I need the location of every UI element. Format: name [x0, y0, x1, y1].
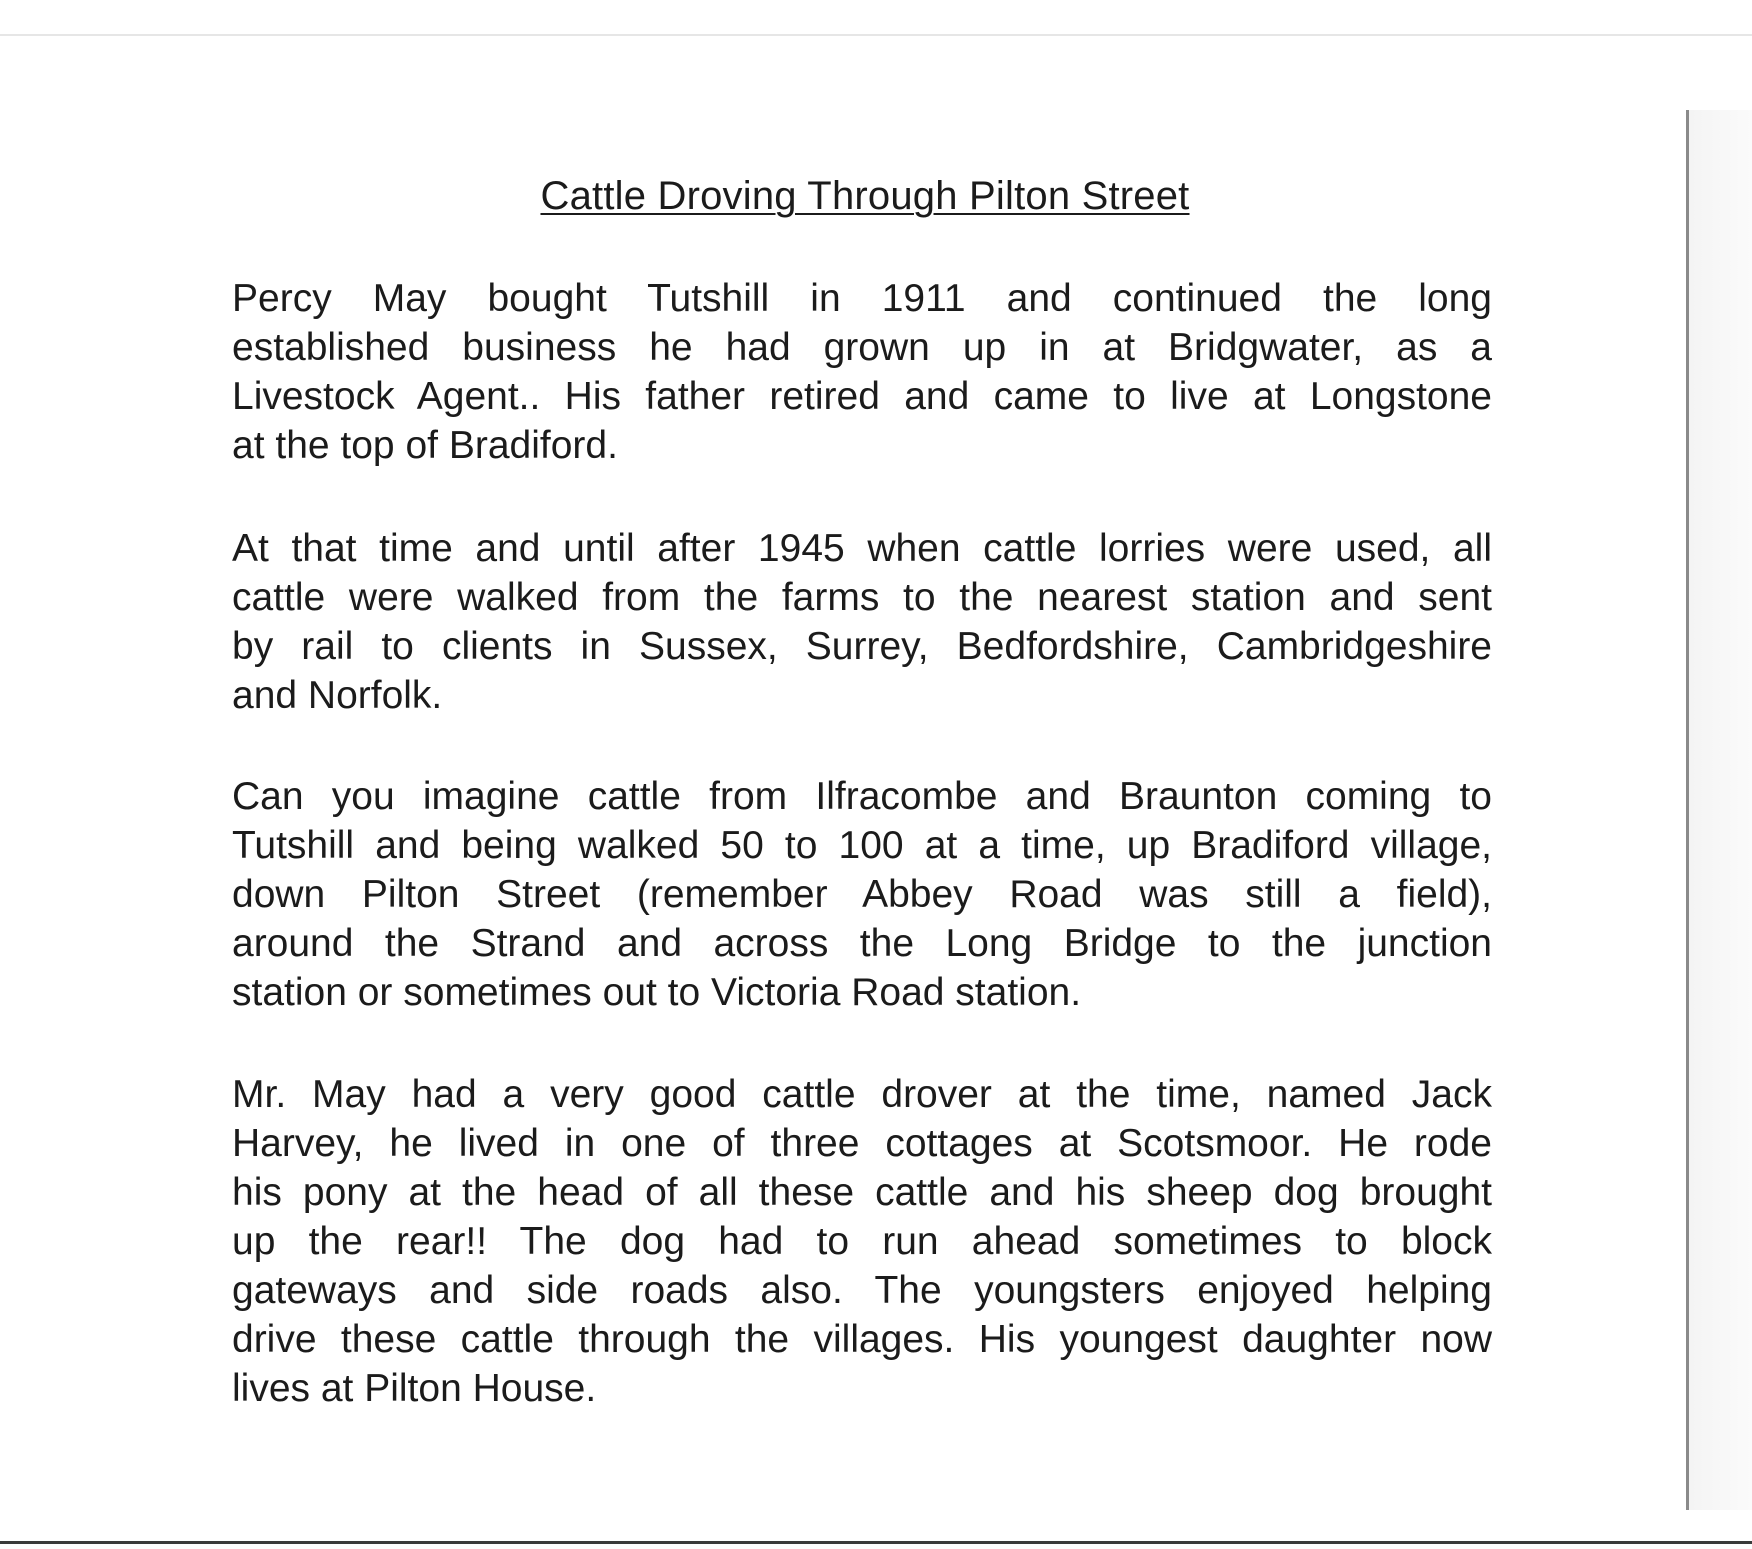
paragraph-line: his pony at the head of all these cattle and his sheep dog brought: [232, 1171, 1492, 1214]
paragraph-2: [232, 524, 1492, 720]
paragraph-line: around the Strand and across the Long Bridge to the junction: [232, 922, 1492, 965]
paragraph-line: at the top of Bradiford.: [232, 424, 618, 467]
paragraph-line: station or sometimes out to Victoria Road station.: [232, 971, 1082, 1014]
paragraph-line: lives at Pilton House.: [232, 1367, 597, 1410]
scan-bottom-edge: [0, 1541, 1752, 1544]
paragraph-line: gateways and side roads also. The youngsters enjoyed helping: [232, 1269, 1492, 1312]
paragraph-line: Mr. May had a very good cattle drover at the time, named Jack: [232, 1073, 1492, 1116]
paragraph-4: [232, 1070, 1492, 1413]
paragraph-line: At that time and until after 1945 when cattle lorries were used, all: [232, 527, 1492, 570]
paragraph-line: cattle were walked from the farms to the nearest station and sent: [232, 576, 1492, 619]
paragraph-line: down Pilton Street (remember Abbey Road was still a field),: [232, 873, 1492, 916]
scan-right-shadow: [1689, 110, 1752, 1510]
paragraph-line: Livestock Agent.. His father retired and came to live at Longstone: [232, 375, 1492, 418]
scan-top-edge: [0, 34, 1752, 36]
paragraph-1: [232, 274, 1492, 470]
paragraph-line: established business he had grown up in at Bridgwater, as a: [232, 326, 1492, 369]
paragraph-3: [232, 772, 1492, 1017]
paragraph-line: drive these cattle through the villages. His youngest daughter now: [232, 1318, 1492, 1361]
paragraph-line: Percy May bought Tutshill in 1911 and continued the long: [232, 277, 1492, 320]
document-title: Cattle Droving Through Pilton Street: [540, 174, 1190, 218]
paragraph-line: by rail to clients in Sussex, Surrey, Bedfordshire, Cambridgeshire: [232, 625, 1492, 668]
paragraph-line: Tutshill and being walked 50 to 100 at a time, up Bradiford village,: [232, 824, 1492, 867]
scan-right-edge: [1686, 110, 1689, 1510]
paragraph-line: Can you imagine cattle from Ilfracombe and Braunton coming to: [232, 775, 1492, 818]
paragraph-line: Harvey, he lived in one of three cottages at Scotsmoor. He rode: [232, 1122, 1492, 1165]
paragraph-line: up the rear!! The dog had to run ahead sometimes to block: [232, 1220, 1492, 1263]
paragraph-line: and Norfolk.: [232, 674, 443, 717]
